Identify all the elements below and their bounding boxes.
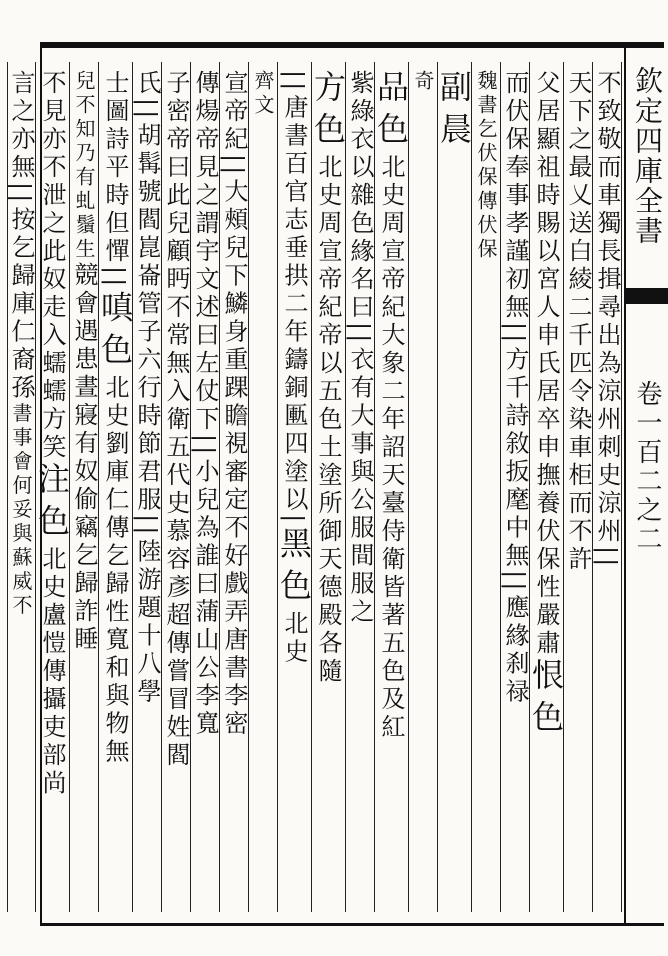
heading-term: 品色 — [372, 70, 410, 154]
text-column — [527, 62, 565, 912]
text-column — [593, 62, 622, 912]
text-run: 宣帝紀||大頰兒下鱗身重踝瞻視審定不好戲弄唐書李密 — [220, 70, 248, 739]
text-run: 傳煬帝見之謂宇文述曰左仗下||小兒為誰曰蒲山公李寬 — [191, 70, 219, 739]
text-column — [70, 62, 99, 912]
text-run: 父居顯祖時賜以宮人申氏居卒申撫養伏保性嚴肅 — [532, 70, 560, 658]
text-run: 魏書乞伏保傳伏保 — [474, 70, 498, 262]
text-run: 氏||胡髯號閻崑崙管子六行時節君服||陸游題十八學 — [133, 70, 161, 707]
text-column — [96, 62, 134, 912]
text-run: 兒不知乃有虬鬚生 — [72, 70, 96, 262]
text-run: 北史盧愷傳攝吏部尚 — [38, 546, 66, 798]
text-run: 紫綠衣以雜色緣名曰||衣有大事與公服間服之 — [346, 70, 374, 627]
text-run: 不見亦不泄之此奴走入蠕蠕方笑 — [38, 70, 66, 462]
text-column — [275, 62, 313, 912]
heading-term: 恨色 — [527, 658, 565, 742]
volume-label: 卷一百二之二 — [632, 380, 662, 554]
text-column — [162, 62, 191, 912]
text-run: 而伏保奉事孝謹初無||方千詩敘扳麾中無||應緣刹禄 — [501, 70, 529, 707]
text-run: 北史劉庫仁傳乞歸性寬和與物無 — [101, 374, 129, 767]
text-column — [435, 62, 473, 912]
text-run: 天下之最乂送白綾二千匹令染車柜而不許 — [564, 70, 592, 574]
text-run: 北史 — [280, 610, 308, 667]
text-column — [501, 62, 530, 912]
text-run: 書事會何妥與蘇威不 — [9, 402, 33, 619]
heading-term: 副晨 — [435, 70, 473, 154]
text-column — [564, 62, 593, 912]
text-run: ||唐書百官志垂拱二年鑄銅匭四塗以| — [280, 70, 308, 527]
text-column — [472, 62, 501, 912]
text-run: 北史周宣帝紀大象二年詔天臺侍衛皆著五色及紅 — [377, 154, 405, 742]
text-run: 北史周宣帝紀帝以五色土塗所御天德殿各隨 — [314, 154, 342, 686]
heading-term: 嗔色 — [96, 290, 134, 375]
text-column — [346, 62, 375, 912]
text-run: 競會遇患晝寢有奴偷竊乞歸詐睡 — [70, 262, 98, 654]
text-run: 士圖詩平時但憚|| — [101, 70, 129, 291]
text-run: 子密帝曰此兒顧眄不常無入衛五代史慕容彥超傳嘗冒姓閻 — [162, 70, 190, 770]
text-column — [372, 62, 410, 912]
text-column — [191, 62, 220, 912]
text-run: 不致敬而車獨長揖尋出為涼州刺史涼州|| — [593, 70, 621, 571]
heading-term: 黑色 — [275, 526, 313, 611]
text-run: 奇 — [411, 70, 435, 94]
text-column — [409, 62, 438, 912]
text-column — [309, 62, 347, 912]
fishtail-bar — [624, 288, 668, 304]
heading-term: 注色 — [33, 462, 71, 546]
book-title: 欽定四庫全書 — [631, 66, 664, 246]
text-column — [7, 62, 36, 912]
text-column — [249, 62, 278, 912]
text-run: 齊文 — [251, 70, 275, 118]
text-column — [133, 62, 162, 912]
text-column — [33, 62, 71, 912]
text-column — [220, 62, 249, 912]
text-run: 言之亦無||按乞歸庫仁裔孫 — [7, 70, 35, 403]
heading-term: 方色 — [309, 70, 347, 154]
